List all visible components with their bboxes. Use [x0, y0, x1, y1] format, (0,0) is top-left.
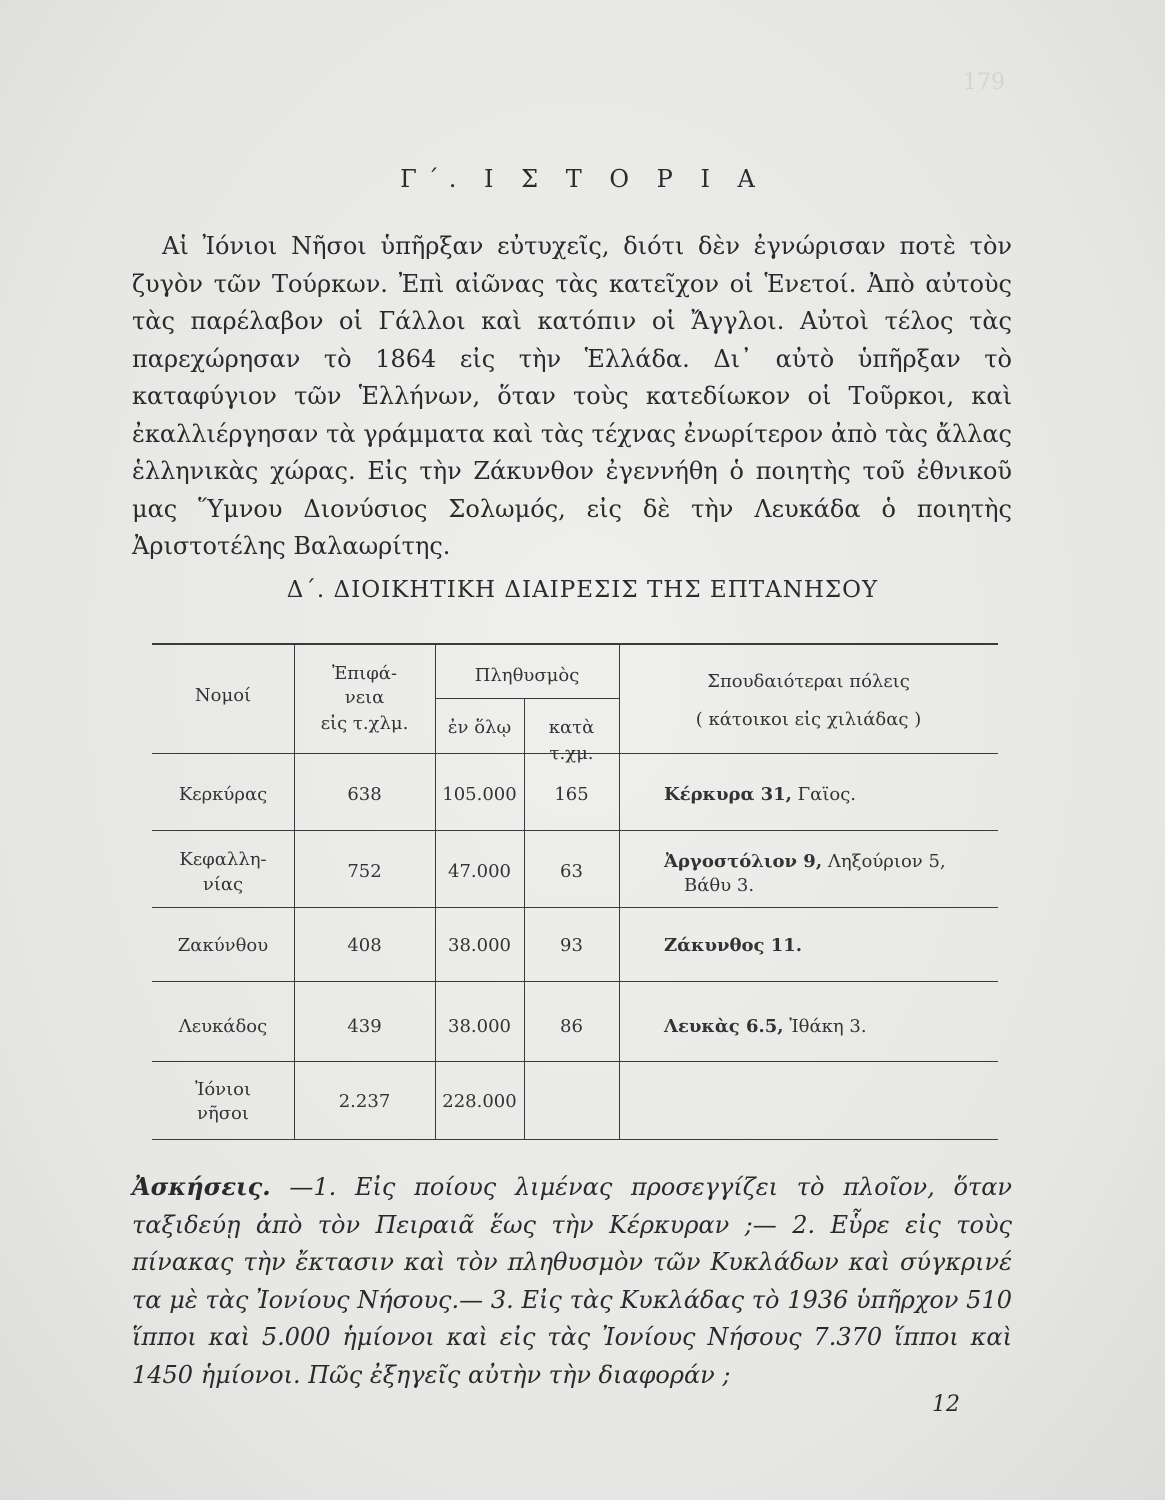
- total-row-name: Ἰόνιοι: [194, 1079, 252, 1100]
- row-population-total: 38.000: [448, 1016, 511, 1037]
- row-population-total: 105.000: [442, 784, 517, 805]
- row-cities: [664, 933, 994, 959]
- row-population-density: 165: [554, 784, 589, 805]
- administrative-division-table: [152, 643, 998, 1141]
- section-title-administrative-division: Δ΄. ΔΙΟΙΚΗΤΙΚΗ ΔΙΑΙΡΕΣΙΣ ΤΗΣ ΕΠΤΑΝΗΣΟΥ: [286, 577, 879, 603]
- header-population-total: ἐν ὅλῳ: [447, 717, 512, 738]
- row-population-density: 93: [560, 935, 583, 956]
- row-prefecture-name: Κεφαλλη-: [179, 849, 267, 870]
- history-paragraph: Αἱ Ἰόνιοι Νῆσοι ὑπῆρξαν εὐτυχεῖς, διότι δὲν ἐγνώρισαν ποτὲ τὸν ζυγὸν τῶν Τούρκων. Ἐπὶ αἰῶνας τὰς κατεῖχον οἱ Ἑνετοί. Ἀπὸ αὐτοὺς τὰς παρέλαβον οἱ Γάλλοι καὶ κατόπιν οἱ Ἄγγλοι. Αὐτοὶ τέλος τὰς παρεχώρησαν τὸ 1864 εἰς τὴν Ἑλλάδα. Δι᾽ αὐτὸ ὑπῆρξαν τὸ καταφύγιον τῶν Ἑλλήνων, ὅταν τοὺς κατεδίωκον οἱ Τοῦρκοι, καὶ ἐκαλλιέργησαν τὰ γράμματα καὶ τὰς τέχνας ἐνωρίτερον ἀπὸ τὰς ἄλλας ἑλληνικὰς χώρας. Εἰς τὴν Ζάκυνθον ἐγεννήθη ὁ ποιητὴς τοῦ ἐθνικοῦ μας Ὕμνου Διονύσιος Σολωμός, εἰς δὲ τὴν Λευκάδα ὁ ποιητὴς Ἀριστοτέλης Βαλαωρίτης.: [132, 232, 1012, 560]
- header-population: Πληθυσμὸς: [474, 665, 580, 686]
- table-bottom-rule: [152, 1139, 998, 1140]
- row-rule: [152, 830, 998, 831]
- row-cities-line2: Βάθυ 3.: [684, 875, 755, 896]
- row-rule: [152, 907, 998, 908]
- row-rule: [152, 1061, 998, 1062]
- header-prefecture: Νομοί: [194, 685, 252, 706]
- header-cities-line1: Σπουδαιότεραι πόλεις: [707, 671, 910, 692]
- row-population-density: 86: [560, 1016, 583, 1037]
- row-city-other: Ἰθάκη 3.: [783, 1016, 867, 1037]
- row-area: 408: [347, 935, 382, 956]
- table-top-rule: [152, 643, 998, 645]
- total-row-population: 228.000: [442, 1091, 517, 1112]
- row-city-other: Γαϊος.: [791, 784, 857, 805]
- bleed-through-page-number: 179: [963, 70, 1005, 95]
- row-city-main: Ζάκυνθος 11.: [664, 935, 803, 956]
- exercises-paragraph: [132, 1168, 1012, 1394]
- page-number: 12: [932, 1392, 960, 1417]
- row-area: 752: [347, 861, 382, 882]
- row-population-density: 63: [560, 861, 583, 882]
- row-cities: [664, 782, 994, 808]
- row-prefecture-name-line2: νίας: [202, 874, 244, 895]
- row-cities: [664, 1014, 994, 1040]
- header-area-line2: νεια: [344, 687, 385, 708]
- population-subheader-rule: [435, 698, 619, 699]
- row-population-total: 47.000: [448, 861, 511, 882]
- row-area: 638: [347, 784, 382, 805]
- header-population-density: κατὰ τ.χμ.: [548, 717, 595, 764]
- row-city-main: Λευκὰς 6.5,: [664, 1016, 784, 1037]
- row-city-other: Ληξούριον 5,: [822, 851, 946, 872]
- exercises-label: Ἀσκήσεις.: [132, 1172, 271, 1201]
- row-cities: [664, 849, 998, 875]
- row-city-main: Κέρκυρα 31,: [664, 784, 792, 805]
- row-rule: [152, 981, 998, 982]
- header-cities-line2: ( κάτοικοι εἰς χιλιάδας ): [695, 709, 922, 730]
- row-prefecture-name: Λευκάδος: [178, 1016, 268, 1037]
- section-title-history: Γ΄. Ι Σ Τ Ο Ρ Ι Α: [400, 165, 765, 193]
- row-population-total: 38.000: [448, 935, 511, 956]
- row-prefecture-name: Κερκύρας: [178, 784, 268, 805]
- header-area-line3: εἰς τ.χλμ.: [320, 713, 409, 734]
- row-area: 439: [347, 1016, 382, 1037]
- total-row-name-line2: νῆσοι: [197, 1103, 249, 1124]
- exercises-text: —1. Εἰς ποίους λιμένας προσεγγίζει τὸ πλοῖον, ὅταν ταξιδεύῃ ἀπὸ τὸν Πειραιᾶ ἕως τὴν Κέρκυραν ;— 2. Εὗρε εἰς τοὺς πίνακας τὴν ἔκτασιν καὶ τὸν πληθυσμὸν τῶν Κυκλάδων καὶ σύγκρινέ τα μὲ τὰς Ἰονίους Νήσους.— 3. Εἰς τὰς Κυκλάδας τὸ 1936 ὑπῆρχον 510 ἵπποι καὶ 5.000 ἡμίονοι καὶ εἰς τὰς Ἰονίους Νήσους 7.370 ἵπποι καὶ 1450 ἡμίονοι. Πῶς ἐξηγεῖς αὐτὴν τὴν διαφοράν ;: [132, 1173, 1012, 1389]
- row-prefecture-name: Ζακύνθου: [177, 935, 269, 956]
- row-city-main: Ἀργοστόλιον 9,: [664, 851, 823, 872]
- header-area-line1: Ἐπιφά-: [331, 663, 398, 684]
- total-row-area: 2.237: [338, 1091, 391, 1112]
